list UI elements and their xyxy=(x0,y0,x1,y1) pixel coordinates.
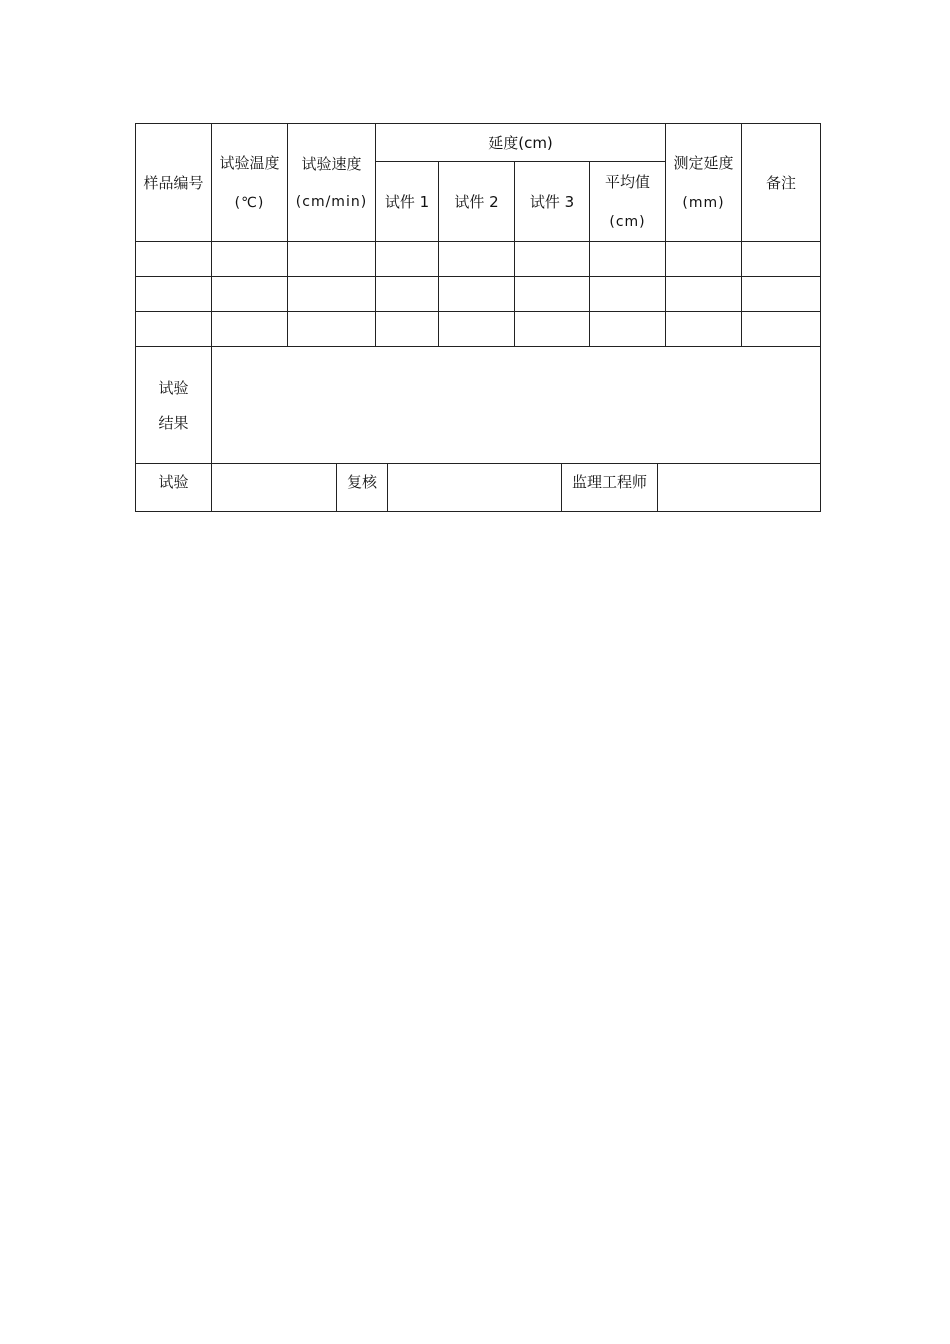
cell-measured-ductility[interactable] xyxy=(666,312,742,347)
tester-field[interactable] xyxy=(212,464,337,512)
cell-specimen-3[interactable] xyxy=(515,312,590,347)
ductility-test-record xyxy=(135,123,820,512)
ductility-table xyxy=(135,123,821,464)
cell-specimen-3[interactable] xyxy=(515,277,590,312)
header-test-speed-unit: (cm/min) xyxy=(295,193,368,210)
cell-specimen-2[interactable] xyxy=(439,242,515,277)
tester-label: 试验 xyxy=(136,464,212,512)
cell-specimen-1[interactable] xyxy=(376,277,439,312)
cell-test-speed[interactable] xyxy=(288,312,376,347)
supervisor-label: 监理工程师 xyxy=(562,464,658,512)
cell-specimen-1[interactable] xyxy=(376,242,439,277)
header-sample-no: 样品编号 xyxy=(136,124,212,242)
result-label-line-2: 结果 xyxy=(158,413,189,432)
header-average-unit: (cm) xyxy=(609,213,646,230)
table-row xyxy=(136,312,821,347)
cell-remarks[interactable] xyxy=(742,312,821,347)
result-label-line-1: 试验 xyxy=(158,378,189,397)
table-row xyxy=(136,277,821,312)
cell-measured-ductility[interactable] xyxy=(666,277,742,312)
table-row xyxy=(136,242,821,277)
header-test-temperature-label: 试验温度 xyxy=(219,153,280,172)
cell-remarks[interactable] xyxy=(742,277,821,312)
header-measured-ductility-label: 测定延度 xyxy=(673,153,734,172)
header-test-temperature-unit: (℃) xyxy=(234,194,265,211)
supervisor-field[interactable] xyxy=(658,464,821,512)
header-specimen-2: 试件 2 xyxy=(439,162,515,242)
header-measured-ductility xyxy=(666,124,742,242)
header-remarks: 备注 xyxy=(742,124,821,242)
cell-sample-no[interactable] xyxy=(136,312,212,347)
header-average-label: 平均值 xyxy=(605,172,651,191)
cell-sample-no[interactable] xyxy=(136,242,212,277)
cell-sample-no[interactable] xyxy=(136,277,212,312)
cell-specimen-3[interactable] xyxy=(515,242,590,277)
cell-remarks[interactable] xyxy=(742,242,821,277)
header-test-speed-label: 试验速度 xyxy=(301,154,362,173)
result-label xyxy=(136,347,212,464)
cell-specimen-2[interactable] xyxy=(439,277,515,312)
header-ductility: 延度(cm) xyxy=(376,124,666,162)
header-test-temperature xyxy=(212,124,288,242)
header-test-speed xyxy=(288,124,376,242)
cell-test-speed[interactable] xyxy=(288,242,376,277)
cell-average[interactable] xyxy=(590,242,666,277)
cell-test-temperature[interactable] xyxy=(212,242,288,277)
header-measured-ductility-unit: (mm) xyxy=(682,194,725,211)
reviewer-label: 复核 xyxy=(337,464,388,512)
cell-average[interactable] xyxy=(590,312,666,347)
cell-specimen-2[interactable] xyxy=(439,312,515,347)
cell-average[interactable] xyxy=(590,277,666,312)
result-value[interactable] xyxy=(212,347,821,464)
reviewer-field[interactable] xyxy=(388,464,562,512)
cell-test-speed[interactable] xyxy=(288,277,376,312)
header-average xyxy=(590,162,666,242)
cell-specimen-1[interactable] xyxy=(376,312,439,347)
result-row xyxy=(136,347,821,464)
signature-row xyxy=(135,463,821,512)
cell-test-temperature[interactable] xyxy=(212,277,288,312)
header-specimen-1: 试件 1 xyxy=(376,162,439,242)
cell-measured-ductility[interactable] xyxy=(666,242,742,277)
header-specimen-3: 试件 3 xyxy=(515,162,590,242)
cell-test-temperature[interactable] xyxy=(212,312,288,347)
